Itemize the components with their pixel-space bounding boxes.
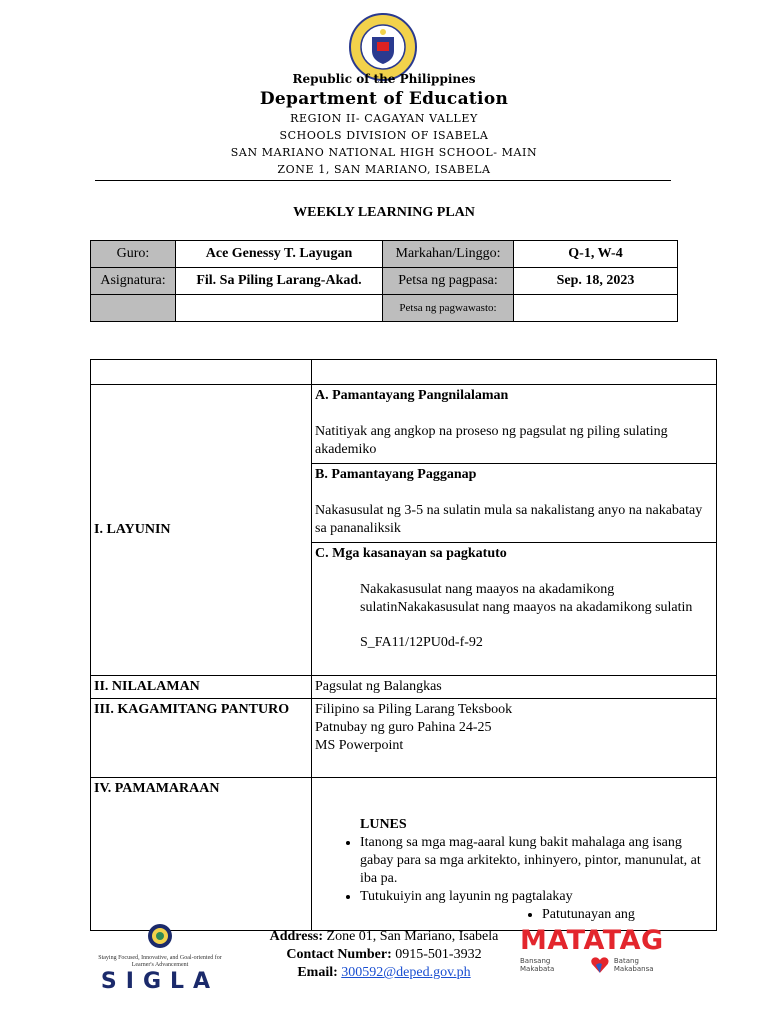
info-row-pagwawasto (91, 295, 678, 322)
info-table (90, 240, 678, 322)
kagamitan-item: Filipino sa Piling Larang Teksbook (315, 702, 513, 717)
empty-header-cell (91, 360, 312, 385)
kagamitan-row (91, 699, 717, 778)
zone-heading: ZONE 1, SAN MARIANO, ISABELA (277, 163, 491, 176)
pamamaraan-row (91, 778, 717, 931)
asignatura-value: Fil. Sa Piling Larang-Akad. (176, 268, 383, 295)
lunes-list-item: • Tutukuiyin ang layunin ng pagtalakay (360, 888, 713, 906)
section-c-heading: C. Mga kasanayan sa pagkatuto (315, 546, 507, 561)
matatag-logo (520, 925, 680, 985)
petsa-pagwawasto-value (514, 295, 678, 322)
section-b-heading: B. Pamantayang Pagganap (315, 467, 477, 482)
petsa-pagpasa-label: Petsa ng pagpasa: (383, 268, 514, 295)
address-label: Address: (269, 929, 324, 944)
pamamaraan-label: IV. PAMAMARAAN (91, 778, 312, 931)
lunes-list (315, 834, 713, 906)
republic-heading: Republic of the Philippines (292, 72, 476, 86)
kagamitan-item: MS Powerpoint (315, 738, 404, 753)
heart-icon (590, 956, 610, 974)
kagamitan-item: Patnubay ng guro Pahina 24-25 (315, 720, 492, 735)
petsa-pagwawasto-label: Petsa ng pagwawasto: (383, 295, 514, 322)
region-heading: REGION II- CAGAYAN VALLEY (290, 112, 478, 125)
guro-value: Ace Genessy T. Layugan (176, 241, 383, 268)
department-heading: Department of Education (259, 89, 509, 109)
empty-header-cell (312, 360, 717, 385)
header-divider (95, 180, 671, 181)
section-c-text: Nakakasusulat nang maayos na akadamikong sulatinNakakasusulat nang maayos na akadamikong sulatin (360, 582, 693, 615)
email-link[interactable]: 300592@deped.gov.ph (341, 965, 471, 980)
sigla-tagline: Staying Focused, Innovative, and Goal-oriented for Learner's Advancement (98, 955, 222, 968)
lunes-list-item: • Itanong sa mga mag-aaral kung bakit mahalaga ang isang gabay para sa mga arkitekto, inhinyero, pintor, manunulat, at iba pa. (360, 834, 713, 888)
sigla-wordmark: SIGLA (100, 969, 220, 994)
plan-table (90, 359, 717, 931)
contact-label: Contact Number: (286, 947, 392, 962)
kagamitan-label: III. KAGAMITANG PANTURO (91, 699, 312, 778)
nilalaman-label: II. NILALAMAN (91, 676, 312, 699)
layunin-label: I. LAYUNIN (91, 385, 312, 676)
document-title: WEEKLY LEARNING PLAN (293, 205, 475, 220)
info-row-guro (91, 241, 678, 268)
guro-label: Guro: (91, 241, 176, 268)
empty-cell (176, 295, 383, 322)
nilalaman-value: Pagsulat ng Balangkas (312, 676, 717, 699)
section-a-text: Natitiyak ang angkop na proseso ng pagsulat ng piling sulating akademiko (315, 424, 668, 457)
pamantayang-pagganap-cell (312, 464, 717, 543)
school-heading: SAN MARIANO NATIONAL HIGH SCHOOL- MAIN (230, 146, 538, 159)
asignatura-label: Asignatura: (91, 268, 176, 295)
layunin-row-a (91, 385, 717, 464)
nilalaman-row (91, 676, 717, 699)
empty-shaded-cell (91, 295, 176, 322)
sub-list-item: • Patutunayan ang (542, 906, 713, 924)
pamantayang-pangnilalaman-cell (312, 385, 717, 464)
pamamaraan-cell (312, 778, 717, 931)
section-b-text: Nakasusulat ng 3-5 na sulatin mula sa nakalistang anyo na nakabatay sa pananaliksik (315, 503, 703, 536)
sub-list (315, 906, 713, 924)
address-value: Zone 01, San Mariano, Isabela (326, 929, 499, 944)
section-c-code: S_FA11/12PU0d-f-92 (360, 635, 483, 650)
markahan-value: Q-1, W-4 (514, 241, 678, 268)
division-heading: SCHOOLS DIVISION OF ISABELA (279, 129, 489, 142)
matatag-left-tag: Bansang Makabata (520, 957, 555, 973)
markahan-label: Markahan/Linggo: (383, 241, 514, 268)
plan-empty-row (91, 360, 717, 385)
email-label: Email: (297, 965, 338, 980)
kagamitan-cell (312, 699, 717, 778)
info-row-asignatura (91, 268, 678, 295)
section-a-heading: A. Pamantayang Pangnilalaman (315, 388, 509, 403)
lunes-heading: LUNES (360, 817, 407, 832)
matatag-wordmark: MATATAG (520, 925, 664, 956)
contact-value: 0915-501-3932 (395, 947, 482, 962)
petsa-pagpasa-value: Sep. 18, 2023 (514, 268, 678, 295)
kasanayan-cell (312, 543, 717, 676)
matatag-right-tag: Batang Makabansa (613, 957, 654, 973)
